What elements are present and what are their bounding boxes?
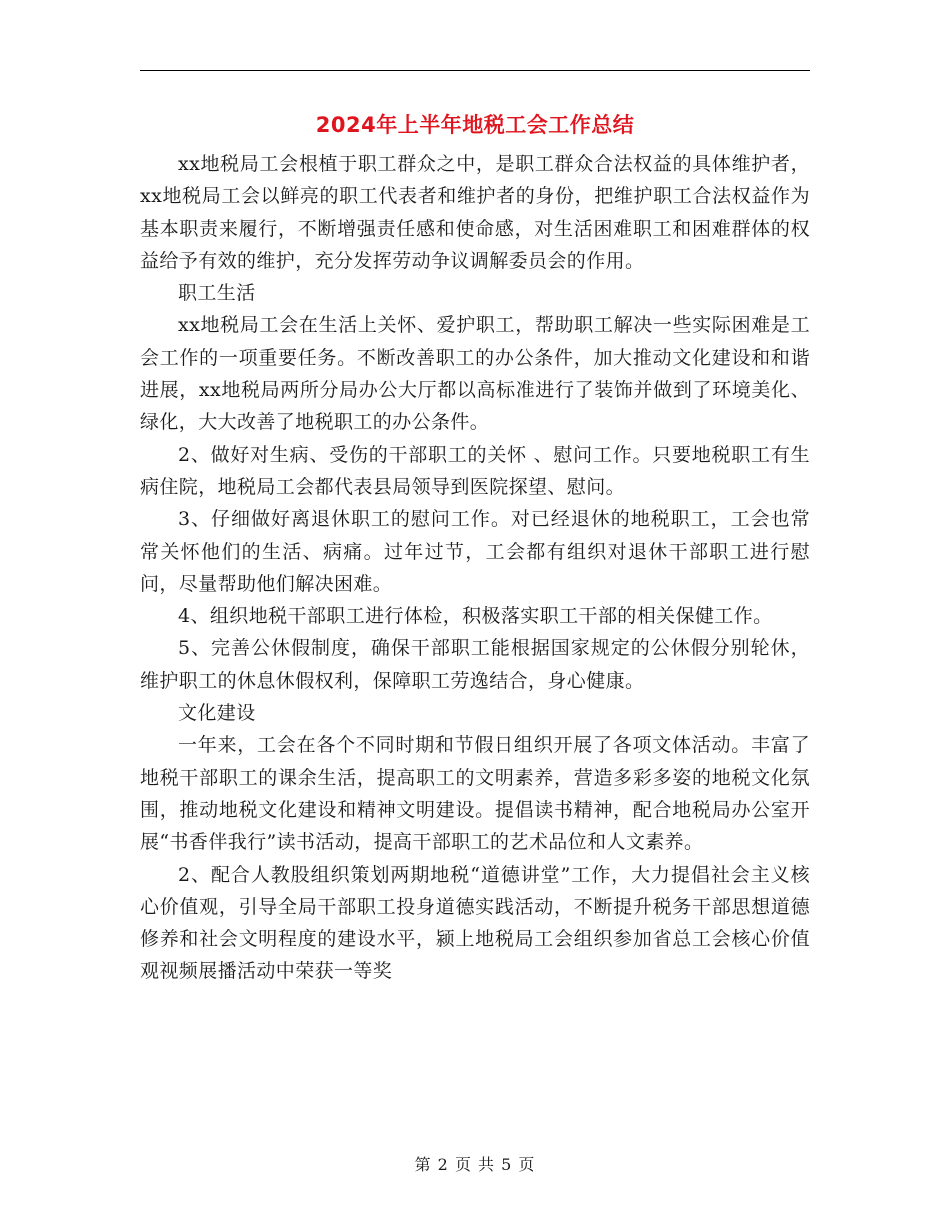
document-title: 2024年上半年地税工会工作总结 [315, 113, 635, 137]
paragraph: 2、做好对生病、受伤的干部职工的关怀 、慰问工作。只要地税职工有生病住院，地税局工会都代表县局领导到医院探望、慰问。 [140, 443, 810, 498]
section-heading-staff-life: 职工生活 [178, 282, 256, 305]
document-body [140, 148, 810, 988]
paragraph: xx地税局工会在生活上关怀、爱护职工，帮助职工解决一些实际困难是工会工作的一项重要任务。不断改善职工的办公条件，加大推动文化建设和和谐进展，xx地税局两所分局办公大厅都以高标准进行了装饰并做到了环境美化、绿化，大大改善了地税职工的办公条件。 [140, 314, 810, 434]
header-rule [140, 70, 810, 71]
paragraph: 一年来，工会在各个不同时期和节假日组织开展了各项文体活动。丰富了地税干部职工的课余生活，提高职工的文明素养，营造多彩多姿的地税文化氛围，推动地税文化建设和精神文明建设。提倡读书精神，配合地税局办公室开展“书香伴我行”读书活动，提高干部职工的艺术品位和人文素养。 [140, 734, 810, 854]
paragraph: 5、完善公休假制度，确保干部职工能根据国家规定的公休假分别轮休，维护职工的休息休假权利，保障职工劳逸结合，身心健康。 [140, 637, 810, 692]
page-footer: 第 2 页 共 5 页 [414, 1155, 536, 1174]
section-heading-culture: 文化建设 [178, 702, 256, 725]
intro-paragraph: xx地税局工会根植于职工群众之中，是职工群众合法权益的具体维护者，xx地税局工会以鲜亮的职工代表者和维护者的身份，把维护职工合法权益作为基本职责来履行，不断增强责任感和使命感，对生活困难职工和困难群体的权益给予有效的维护，充分发挥劳动争议调解委员会的作用。 [140, 153, 810, 272]
paragraph: 2、配合人教股组织策划两期地税“道德讲堂”工作，大力提倡社会主义核心价值观，引导全局干部职工投身道德实践活动，不断提升税务干部思想道德修养和社会文明程度的建设水平，颍上地税局工会组织参加省总工会核心价值观视频展播活动中荣获一等奖 [140, 863, 810, 983]
paragraph: 3、仔细做好离退休职工的慰问工作。对已经退休的地税职工，工会也常常关怀他们的生活、病痛。过年过节，工会都有组织对退休干部职工进行慰问，尽量帮助他们解决困难。 [140, 508, 810, 595]
paragraph: 4、组织地税干部职工进行体检，积极落实职工干部的相关保健工作。 [178, 605, 773, 628]
